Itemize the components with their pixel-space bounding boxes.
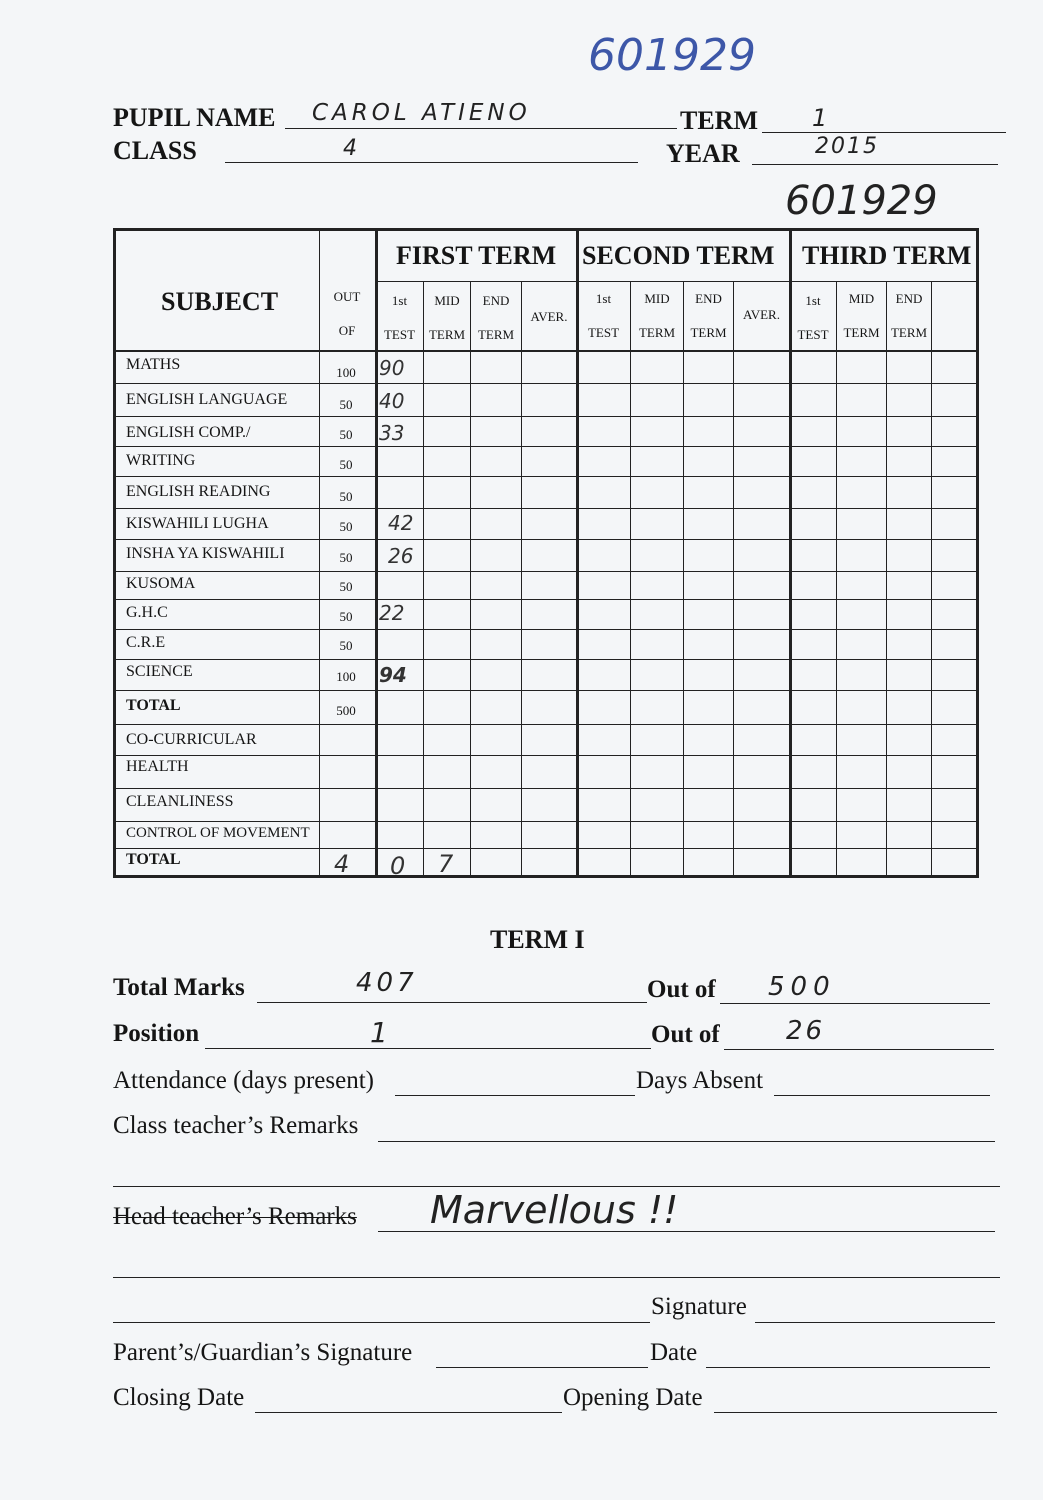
out-of-header-1: OUT [333, 289, 361, 304]
class-teacher-line [378, 1141, 995, 1142]
year-line [752, 164, 998, 165]
position-out-of-label: Out of [651, 1021, 720, 1048]
st-mid-2: TERM [638, 325, 676, 340]
ft-mid-1: MID [434, 293, 460, 308]
total-marks-label: Total Marks [113, 974, 245, 1001]
closing-date-label: Closing Date [113, 1384, 245, 1411]
signature-pre-line [113, 1322, 650, 1323]
term-label: TERM [680, 106, 758, 135]
ft-test-1: 1st [391, 293, 408, 308]
form-number-right: 601929 [785, 178, 938, 224]
position-label: Position [113, 1020, 200, 1047]
tt-test-2: TEST [797, 327, 829, 342]
year-label: YEAR [666, 139, 740, 168]
ft-end-1: END [482, 293, 510, 308]
form-number-top: 601929 [588, 30, 756, 81]
attendance-line [395, 1095, 635, 1096]
st-end-2: TERM [690, 325, 727, 340]
tt-mid-1: MID [848, 291, 875, 306]
total-digit-1: 4 [334, 850, 350, 878]
tt-test-1: 1st [805, 293, 821, 308]
tt-mid-2: TERM [843, 325, 880, 340]
term-title: TERM I [490, 925, 585, 954]
out-of-label: Out of [647, 976, 716, 1003]
total-digit-3: 7 [438, 850, 454, 878]
position-out-of-value[interactable]: 26 [786, 1016, 826, 1046]
ft-mid-2: TERM [428, 327, 466, 342]
head-teacher-value[interactable]: Marvellous !! [430, 1188, 679, 1232]
total-digit-2: 0 [390, 852, 406, 880]
st-test-1: 1st [595, 291, 612, 306]
st-mid-1: MID [644, 291, 670, 306]
days-absent-label: Days Absent [636, 1067, 764, 1094]
signature-label: Signature [651, 1293, 747, 1320]
st-test-2: TEST [587, 325, 620, 340]
ft-end-2: TERM [477, 327, 515, 342]
out-of-header-2: OF [338, 323, 356, 338]
class-label: CLASS [113, 136, 197, 165]
position-line [205, 1048, 651, 1049]
st-aver: AVER. [743, 307, 780, 322]
term-line [762, 132, 1006, 133]
head-teacher-line-2 [113, 1277, 1000, 1278]
opening-date-line [714, 1412, 997, 1413]
out-of-value[interactable]: 500 [768, 972, 836, 1002]
st-end-1: END [695, 291, 722, 306]
class-line [225, 162, 638, 163]
year-value[interactable]: 2015 [815, 134, 879, 159]
class-value[interactable]: 4 [343, 136, 357, 161]
total-marks-value[interactable]: 407 [356, 968, 418, 998]
tt-end-1: END [895, 291, 923, 306]
tt-end-2: TERM [890, 325, 928, 340]
class-teacher-label: Class teacher’s Remarks [113, 1112, 359, 1139]
parent-signature-label: Parent’s/Guardian’s Signature [113, 1339, 413, 1366]
ft-test-2: TEST [383, 327, 416, 342]
total-marks-line [257, 1002, 647, 1003]
ft-aver: AVER. [530, 309, 568, 324]
second-term-header: SECOND TERM [582, 241, 775, 270]
date-label: Date [650, 1339, 698, 1366]
first-term-header: FIRST TERM [396, 241, 557, 270]
term-value[interactable]: 1 [812, 104, 828, 132]
parent-signature-line [436, 1367, 648, 1368]
subject-header: SUBJECT [161, 287, 279, 316]
pupil-name-value[interactable]: CAROL ATIENO [312, 100, 531, 126]
grade-table: SUBJECT OUT OF FIRST TERM SECOND TERM THIRD TERM 1st TEST MID TERM END TERM AVER. 1st TEST MID TERM END TERM AVER. 1st TEST MID TERM END TERM MATHS 100 90 ENGLISH LANGUAGE 50 40 ENGLISH COMP./ 50 33 WRITING 50 ENGLISH READING 50 KISWAHILI LUGHA 50 42 INSHA YA KISWAHILI 50 26 KUSOMA 50 G.H.C 50 22 C.R.E 50 SCIENCE 100 94 TOTAL 500 CO-CURRICULAR HEALTH CLEANLINESS CONTROL OF MOVEMENT TOTAL 4 0 7 [113, 228, 979, 878]
opening-date-label: Opening Date [563, 1384, 703, 1411]
third-term-header: THIRD TERM [802, 241, 972, 270]
closing-date-line [255, 1412, 562, 1413]
head-teacher-label: Head teacher’s Remarks [113, 1203, 357, 1230]
pupil-name-label: PUPIL NAME [113, 103, 276, 132]
class-teacher-line-2 [113, 1186, 1000, 1187]
position-out-of-line [724, 1049, 994, 1050]
attendance-label: Attendance (days present) [113, 1067, 374, 1094]
position-value[interactable]: 1 [370, 1016, 388, 1049]
signature-line [755, 1322, 995, 1323]
date-line [706, 1367, 990, 1368]
days-absent-line [774, 1095, 990, 1096]
pupil-name-line [285, 128, 677, 129]
out-of-line [720, 1003, 990, 1004]
